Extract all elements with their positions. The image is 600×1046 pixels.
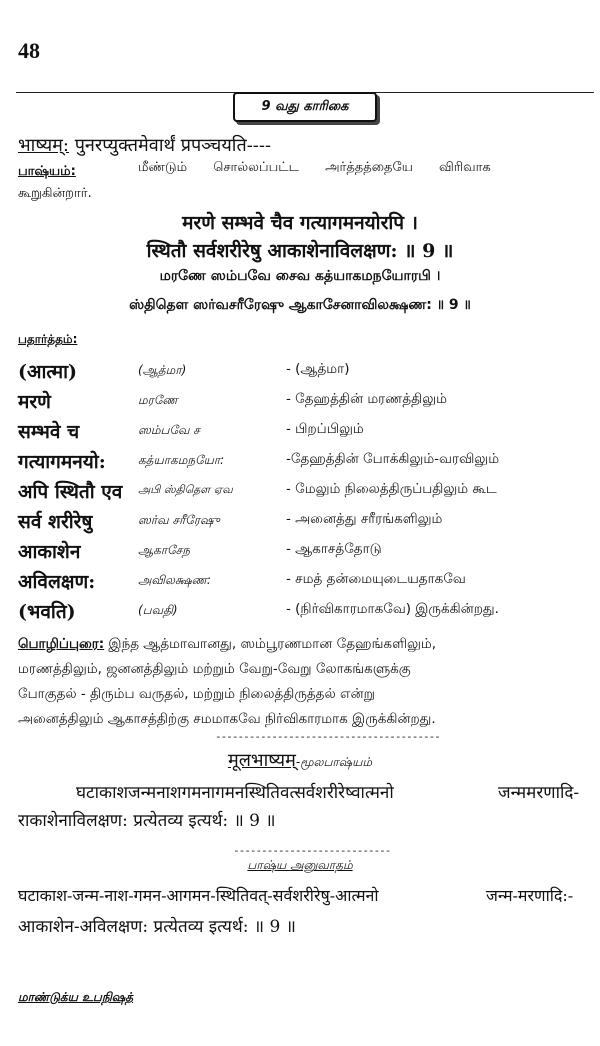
word-meaning-row [18, 388, 588, 418]
verse-tamil-line1: மரணே ஸம்பவே சைவ கத்யாகமநயோரபி । [159, 268, 441, 284]
word-meaning: - ஆகாசத்தோடு [286, 541, 382, 557]
verse-sanskrit-line1: मरणे सम्भवे चैव गत्यागमनयोरपि । [182, 212, 418, 234]
tamil-intro-text1: மீண்டும் சொல்லப்பட்ட அர்த்தத்தையே விரிவாக [138, 160, 491, 175]
explanation-line3: போகுதல் - திரும்ப வருதல், மற்றும் நிலைத்திருத்தல் என்று [18, 686, 375, 702]
word-tamil: (பவதி) [138, 603, 178, 617]
word-meaning-row [18, 418, 588, 448]
word-sanskrit: सर्व शरीरेषु [18, 511, 93, 533]
word-meaning: -தேஹத்தின் போக்கிலும்-வரவிலும் [286, 451, 500, 467]
moola-heading [0, 748, 600, 772]
explanation-paragraph [18, 632, 584, 732]
word-meaning-row [18, 448, 588, 478]
word-sanskrit: अपि स्थितौ एव [18, 481, 123, 503]
word-meaning: - (ஆத்மா) [286, 361, 350, 377]
word-meaning: - தேஹத்தின் மரணத்திலும் [286, 391, 447, 407]
moola-line1-left: घटाकाशजन्मनाशगमनागमनस्थितिवत्सर्वशरीरेष्वात्मनो [76, 783, 394, 803]
tamil-intro-line1 [18, 160, 584, 180]
explanation-line2: மரணத்திலும், ஜனனத்திலும் மற்றும் வேறு-வேறு லோகங்களுக்கு [18, 661, 411, 677]
word-sanskrit: अविलक्षण: [18, 571, 96, 593]
explanation-line1 [18, 632, 584, 657]
word-tamil: ஸர்வ சரீரேஷு [138, 513, 220, 527]
anuvada-line1-right: जन्म-मरणादि:- [486, 886, 574, 905]
moola-heading-tamil: -மூலபாஷ்யம் [295, 755, 373, 769]
word-meaning: - (நிர்விகாரமாகவே) இருக்கின்றது. [286, 601, 499, 617]
word-meaning-row [18, 358, 588, 388]
anuvada-line2: आकाशेन-अविलक्षण: प्रत्येतव्य इत्यर्थ: ॥ 9 ॥ [18, 917, 296, 937]
explanation-line4: அனைத்திலும் ஆகாசத்திற்கு சமமாகவே நிர்விகாரமாக இருக்கின்றது. [18, 711, 436, 727]
word-tamil: கத்யாகமநயோ: [138, 453, 225, 467]
verse-sanskrit-line2: स्थितौ सर्वशरीरेषु आकाशेनाविलक्षण: ॥ 9 ॥ [146, 240, 454, 262]
word-meaning-row [18, 508, 588, 538]
word-tamil: அவிலக்ஷண: [138, 573, 211, 587]
verse-tamil-line2: ஸ்திதௌ ஸர்வசரீரேஷு ஆகாசேனாவிலக்ஷண: ॥ 9 ॥ [129, 297, 471, 313]
word-sanskrit: (आत्मा) [18, 361, 78, 383]
word-tamil: அபி ஸ்திதௌ ஏவ [138, 483, 233, 496]
moola-heading-sanskrit: मूलभाष्यम् [227, 750, 296, 771]
word-meaning-row [18, 598, 588, 628]
padartha-label: பதார்த்தம்: [18, 332, 78, 346]
word-sanskrit: आकाशेन [18, 541, 81, 563]
footer-book-title: மாண்டுக்ய உபநிஷத் [18, 990, 134, 1004]
word-tamil: மரணே [138, 393, 178, 407]
tamil-intro-label: பாஷ்யம்: [18, 164, 76, 179]
bhashya-text: पुनरप्युक्तमेवार्थं प्रपञ्चयति---- [68, 135, 272, 156]
word-sanskrit: मरणे [18, 391, 51, 413]
word-meaning: - பிறப்பிலும் [286, 421, 364, 437]
word-meaning-row [18, 568, 588, 598]
anuvada-heading: பாஷ்ய அனுவாதம் [247, 858, 353, 872]
separator-line: ---------------------------------------- [215, 730, 440, 743]
word-tamil: (ஆத்மா) [138, 363, 187, 377]
word-meaning-row [18, 538, 588, 568]
section-title-box: 9 வது காரிகை [233, 92, 377, 122]
separator-line: ---------------------------- [233, 844, 391, 857]
word-sanskrit: (भवति) [18, 601, 76, 623]
word-meaning: - சமத் தன்மையுடையதாகவே [286, 571, 466, 587]
word-sanskrit: गत्यागमनयो: [18, 451, 106, 473]
word-meaning-row [18, 478, 588, 508]
moola-line2: राकाशेनाविलक्षण: प्रत्येतव्य इत्यर्थ: ॥ 9 ॥ [18, 811, 276, 831]
anuvada-line1-left: घटाकाश-जन्म-नाश-गमन-आगमन-स्थितिवत्-सर्वशरीरेषु-आत्मनो [18, 886, 379, 905]
word-tamil: ஆகாசேந [138, 543, 190, 557]
moola-line1-right: जन्ममरणादि- [498, 783, 580, 803]
word-tamil: ஸம்பவே ச [138, 423, 200, 437]
word-meaning: - அனைத்து சரீரங்களிலும் [286, 511, 443, 527]
bhashya-label: भाष्यम्: [18, 135, 69, 156]
page-number: 48 [18, 38, 40, 63]
bhashya-intro [18, 133, 271, 157]
explanation-label: பொழிப்புரை: [18, 636, 105, 652]
explanation-text1: இந்த ஆத்மாவானது, ஸம்பூரணமான தேஹங்களிலும், [104, 636, 437, 652]
tamil-intro-line2: கூறுகின்றார். [18, 186, 92, 201]
word-sanskrit: सम्भवे च [18, 421, 80, 443]
word-meaning: - மேலும் நிலைத்திருப்பதிலும் கூட [286, 481, 497, 497]
